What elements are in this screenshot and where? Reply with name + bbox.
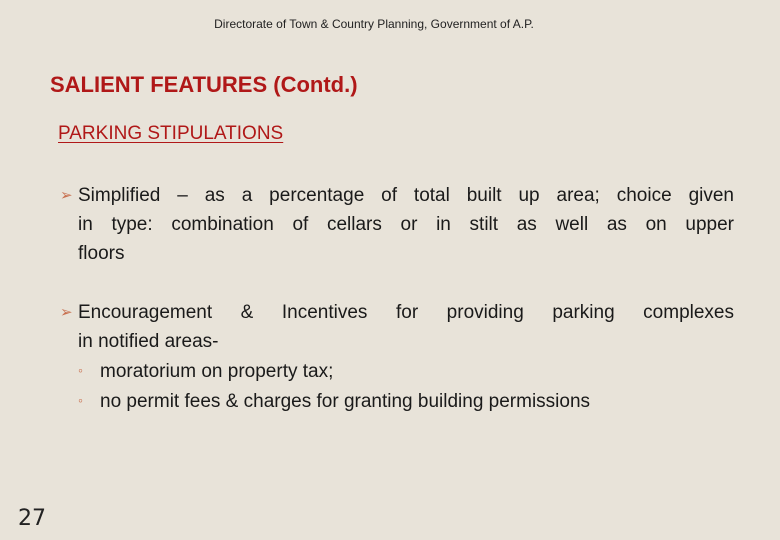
bullet-line: in type: combination of cellars or in stilt as well as on upper (78, 214, 734, 235)
circle-bullet-icon: ◦ (78, 362, 83, 378)
circle-bullet-icon: ◦ (78, 392, 83, 408)
bullet-line: floors (78, 243, 125, 264)
sub-bullet-item: ◦ moratorium on property tax; (60, 356, 734, 386)
sub-bullet-item: ◦ no permit fees & charges for granting building permissions (60, 386, 734, 416)
slide-title: SALIENT FEATURES (Contd.) (50, 72, 358, 97)
section-subtitle: PARKING STIPULATIONS (58, 123, 284, 144)
sub-bullet-list (60, 356, 734, 416)
bullet-line: ➢ Encouragement & Incentives for providing parking complexes (60, 298, 734, 327)
page-number: 27 (18, 506, 46, 531)
bullet-item (60, 298, 734, 416)
page-header: Directorate of Town & Country Planning, Government of A.P. (214, 17, 534, 31)
bullet-item (60, 181, 734, 268)
bullet-line: in notified areas- (78, 331, 219, 352)
bullet-line: ➢ Simplified – as a percentage of total built up area; choice given (60, 181, 734, 210)
arrow-bullet-icon: ➢ (60, 187, 73, 204)
arrow-bullet-icon: ➢ (60, 304, 73, 321)
